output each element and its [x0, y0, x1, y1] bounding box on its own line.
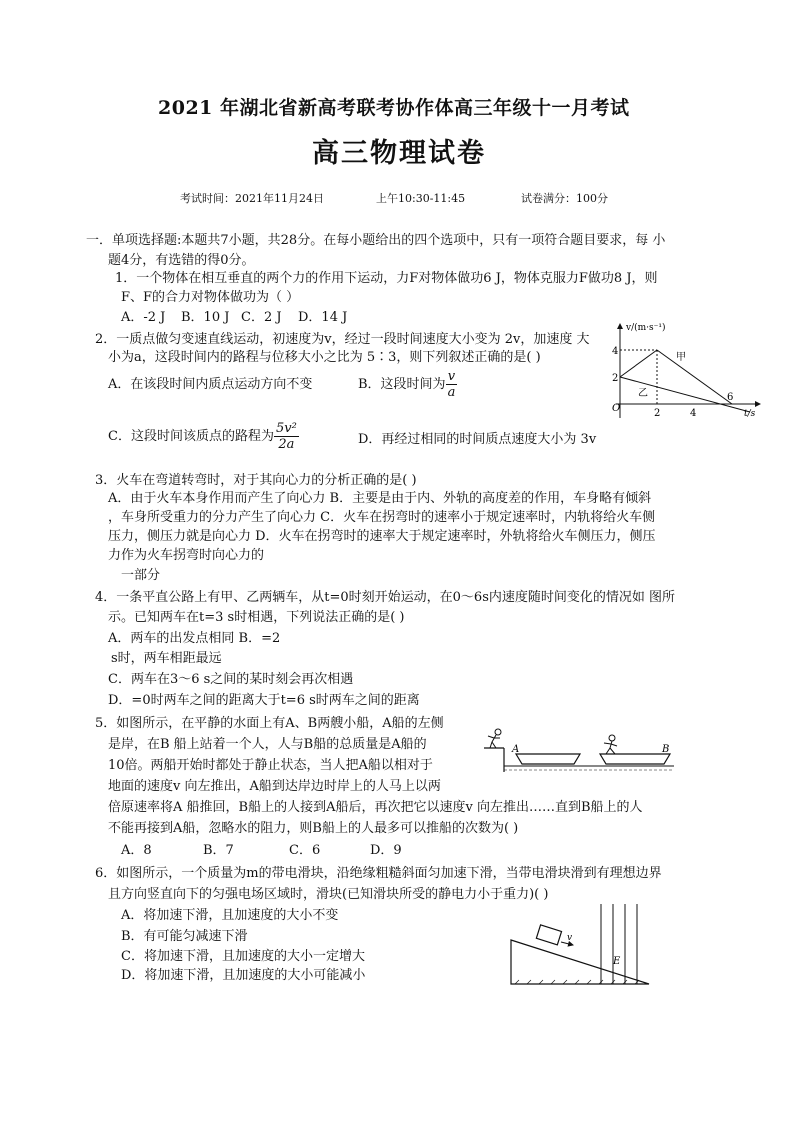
x-tick-2: 2 — [654, 408, 661, 419]
q2-option-c: C．这段时间该质点的路程为 $\frac{\text{5v²}}{2a}$ — [108, 421, 297, 452]
vt-graph — [612, 318, 762, 426]
incline — [511, 940, 649, 984]
q4-stem-line1: 4．一条平直公路上有甲、乙两辆车，从t=0时刻开始运动，在0～6s内速度随时间变化的情况如 图所 — [95, 590, 676, 605]
exam-time: 考试时间：2021年11月24日 — [180, 192, 324, 205]
q6-stem-line2: 且方向竖直向下的匀强电场区域时，滑块(已知滑块所受的静电力小于重力)( ) — [108, 887, 549, 902]
exam-score: 试卷满分：100分 — [521, 192, 608, 205]
q6-option-b: B．有可能匀减速下滑 — [121, 929, 248, 944]
origin-label: O — [612, 403, 621, 414]
q3-stem: 3．火车在弯道转弯时，对于其向心力的分析正确的是( ) — [95, 473, 417, 488]
q5-option-c: C．6 — [289, 843, 321, 858]
x-tick-4: 4 — [690, 408, 697, 419]
q4-stem-line2: 示。已知两车在t=3 s时相遇，下列说法正确的是( ) — [108, 610, 405, 625]
incline-figure — [505, 900, 655, 988]
page-title: 高三物理试卷 — [312, 138, 486, 169]
q3-line4: 压力，侧压力就是向心力 D．火车在拐弯时的速率大于规定速率时，外轨将给火车侧压力，侧压 — [108, 529, 656, 544]
field-label: E — [613, 956, 621, 967]
q3-line5: 力作为火车拐弯时向心力的 — [108, 548, 265, 563]
line-jia-fall — [657, 350, 732, 404]
q1-option-a: A．-2 J — [121, 310, 166, 325]
q1-option-d: D．14 J — [298, 310, 348, 325]
q4-option-c: C．两车在3～6 s之间的某时刻会再次相遇 — [108, 672, 354, 687]
q6-stem-line1: 6．如图所示，一个质量为m的带电滑块，沿绝缘粗糙斜面匀加速下滑，当带电滑块滑到有理想边界 — [95, 866, 662, 881]
boat-person-body — [604, 741, 617, 754]
section-intro-line1: 一．单项选择题:本题共7小题，共28分。在每小题给出的四个选项中，只有一项符合题目要求，每 小 — [86, 233, 666, 248]
q5-stem-line1: 5．如图所示，在平静的水面上有A、B两艘小船，A船的左侧 — [95, 716, 444, 731]
q2-stem-line2: 小为a，这段时间内的路程与位移大小之比为 5∶3，则下列叙述正确的是( ) — [108, 350, 541, 365]
x-tick-6: 6 — [727, 392, 734, 403]
boat-b-label: B — [662, 744, 670, 755]
y-tick-2: 2 — [612, 373, 619, 384]
section-intro-line2: 题4分，有选错的得0分。 — [108, 253, 255, 268]
q2-stem-line1: 2．一质点做匀变速直线运动，初速度为v，经过一段时间速度大小变为 2v，加速度 大 — [95, 332, 590, 347]
y-tick-4: 4 — [612, 346, 619, 357]
q5-option-b: B．7 — [203, 843, 234, 858]
exam-period: 上午10:30-11:45 — [376, 192, 466, 205]
q5-option-a: A．8 — [121, 843, 152, 858]
exam-header-title: 2021 年湖北省新高考联考协作体高三年级十一月考试 — [158, 97, 630, 119]
q5-stem-line2: 是岸，在B 船上站着一个人，人与B船的总质量是A船的 — [108, 737, 427, 752]
x-axis-label: t/s — [744, 409, 756, 419]
q5-stem-line5: 倍原速率将A 船推回，B船上的人接到A船后，再次把它以速度v 向左推出……直到B船上的人 — [108, 800, 643, 815]
shore-person-body — [488, 735, 500, 748]
q3-line6: 一部分 — [121, 568, 161, 583]
boat-b — [600, 754, 670, 764]
q5-stem-line4: 地面的速度v 向左推出，A船到达岸边时岸上的人马上以两 — [108, 779, 441, 794]
q5-stem-line6: 不能再接到A船，忽略水的阻力，则B船上的人最多可以推船的次数为( ) — [108, 821, 519, 836]
q2-option-b: B．这段时间为 $\frac{v}{a}$ — [358, 369, 456, 400]
q1-stem-line2: F、F的合力对物体做功为（ ） — [121, 290, 300, 305]
q6-option-a: A．将加速下滑，且加速度的大小不变 — [121, 908, 339, 923]
q4-option-a: A．两车的出发点相同 B．=2 — [108, 631, 281, 646]
boat-a-label: A — [512, 744, 520, 755]
boat-a — [516, 754, 580, 764]
y-axis-label: v/(m·s⁻¹) — [626, 323, 666, 333]
q4-option-d: D．=0时两车之间的距离大于t=6 s时两车之间的距离 — [108, 693, 420, 708]
q6-option-d: D．将加速下滑，且加速度的大小可能减小 — [121, 968, 366, 983]
boat-figure — [482, 718, 677, 778]
line-jia-rise — [620, 350, 657, 377]
q5-option-d: D．9 — [370, 843, 402, 858]
label-yi: 乙 — [638, 388, 648, 399]
label-jia: 甲 — [676, 352, 686, 363]
q3-line2: A．由于火车本身作用而产生了向心力 B．主要是由于内、外轨的高度差的作用，车身略有倾斜 — [108, 491, 652, 506]
q1-stem-line1: 1．一个物体在相互垂直的两个力的作用下运动，力F对物体做功6 J，物体克服力F做功8 J，则 — [115, 271, 658, 286]
q5-stem-line3: 10倍。两船开始时都处于静止状态，当人把A船以相对于 — [108, 758, 433, 773]
q4-option-b-cont: s时，两车相距最远 — [111, 651, 222, 666]
q2-option-a: A．在该段时间内质点运动方向不变 — [108, 377, 313, 392]
shore-person-head — [495, 729, 501, 735]
q1-option-b: B．10 J — [181, 310, 230, 325]
block — [536, 925, 561, 945]
q2-option-d: D．再经过相同的时间质点速度大小为 3v — [358, 432, 597, 447]
boat-person-head — [609, 735, 615, 741]
q6-option-c: C．将加速下滑，且加速度的大小一定增大 — [121, 949, 365, 964]
velocity-label: v — [567, 933, 573, 943]
q3-line3: ，车身所受重力的分力产生了向心力 C．火车在拐弯时的速率小于规定速率时，内轨将给火车侧 — [108, 510, 656, 525]
q1-option-c: C．2 J — [241, 310, 282, 325]
